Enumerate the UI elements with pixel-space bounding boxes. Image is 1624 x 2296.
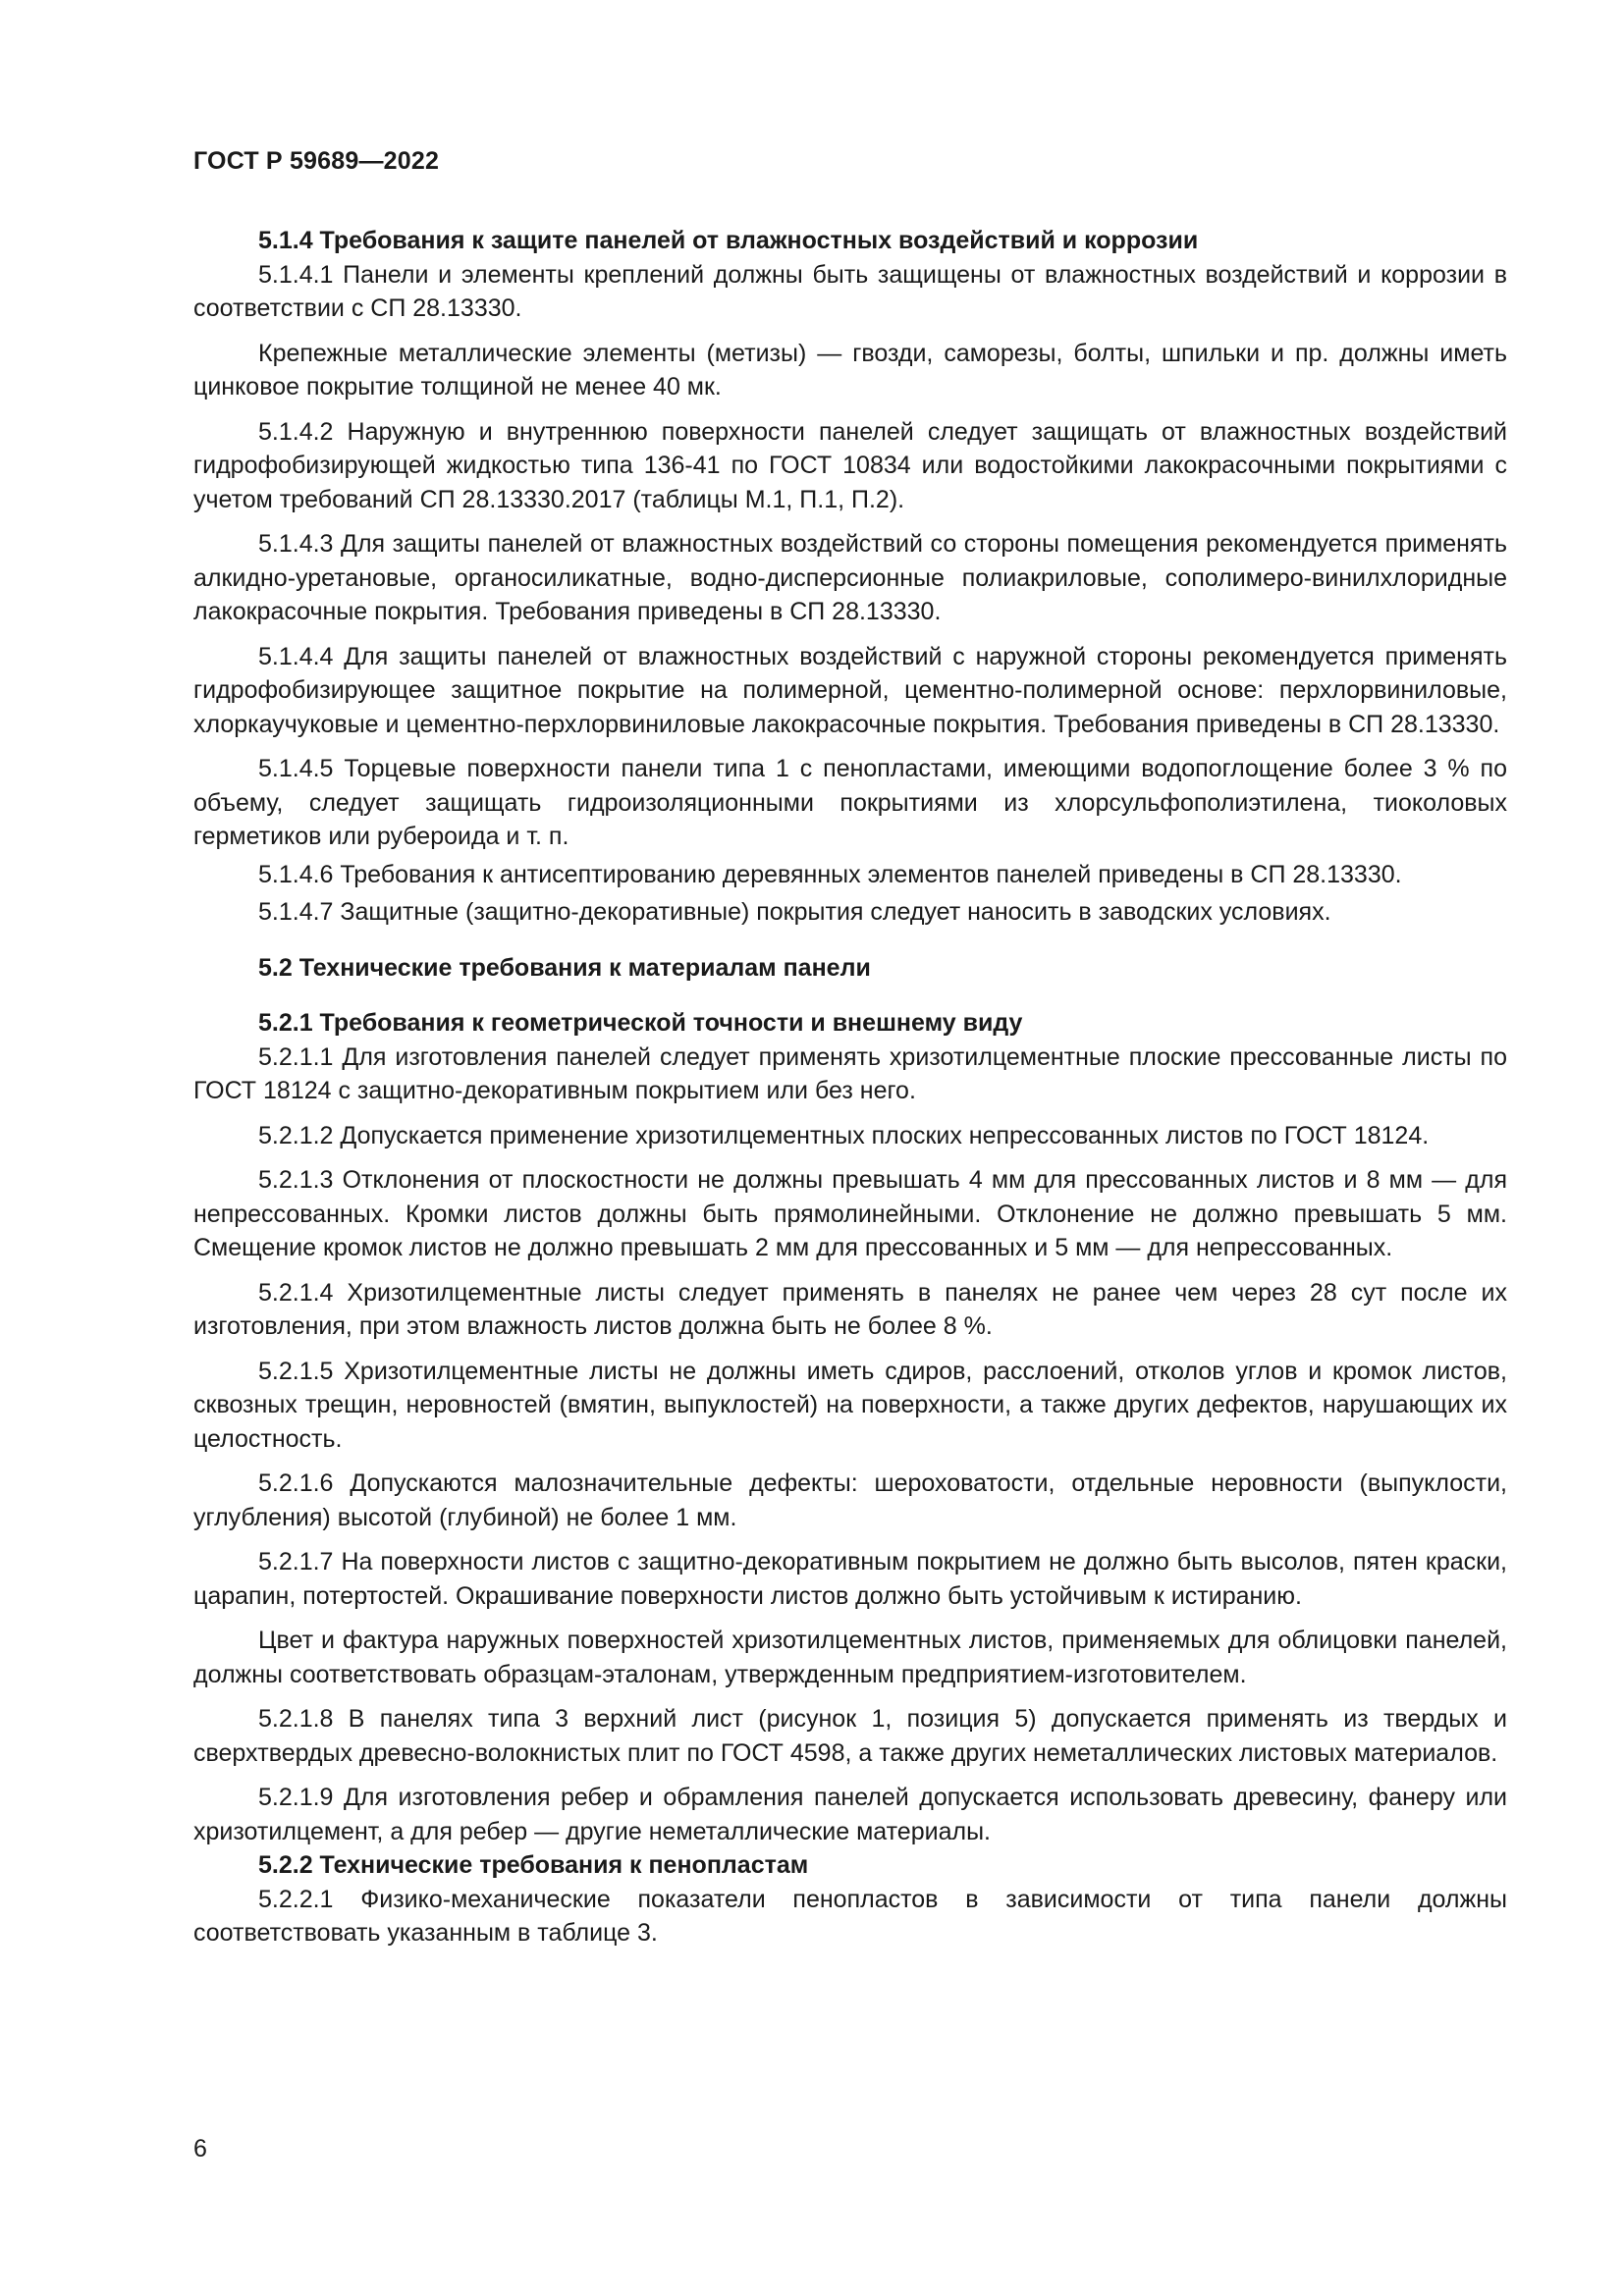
paragraph-5-1-4-6: 5.1.4.6 Требования к антисептированию деревянных элементов панелей приведены в СП 28.13330. <box>258 860 1402 888</box>
paragraph-5-2-1-5: 5.2.1.5 Хризотилцементные листы не должны иметь сдиров, расслоений, отколов углов и кромок листов, сквозных трещин, неровностей (вмятин, выпуклостей) на поверхности, а также других дефектов, нарушающих их целостность. <box>193 1357 1507 1453</box>
section-heading-5-2-1: 5.2.1 Требования к геометрической точности и внешнему виду <box>258 1009 1023 1037</box>
paragraph-5-1-4-5: 5.1.4.5 Торцевые поверхности панели типа 1 с пенопластами, имеющими водопоглощение более 3 % по объему, следует защищать гидроизоляционными покрытиями из хлорсульфополиэтилена, тиоколовых герметиков или рубероида и т. п. <box>193 755 1507 850</box>
paragraph-5-2-1-7: 5.2.1.7 На поверхности листов с защитно-декоративным покрытием не должно быть высолов, пятен краски, царапин, потертостей. Окрашивание поверхности листов должно быть устойчивым к истиранию. <box>193 1548 1507 1610</box>
paragraph-5-2-1-6: 5.2.1.6 Допускаются малозначительные дефекты: шероховатости, отдельные неровности (выпуклости, углубления) высотой (глубиной) не более 1 мм. <box>193 1469 1507 1531</box>
section-heading-5-1-4: 5.1.4 Требования к защите панелей от влажностных воздействий и коррозии <box>258 227 1199 254</box>
paragraph-color-texture: Цвет и фактура наружных поверхностей хризотилцементных листов, применяемых для облицовки панелей, должны соответствовать образцам-эталонам, утвержденным предприятием-изготовителем. <box>193 1627 1507 1688</box>
paragraph-5-2-1-4: 5.2.1.4 Хризотилцементные листы следует применять в панелях не ранее чем через 28 сут после их изготовления, при этом влажность листов должна быть не более 8 %. <box>193 1278 1507 1340</box>
paragraph-5-1-4-3: 5.1.4.3 Для защиты панелей от влажностных воздействий со стороны помещения рекомендуется применять алкидно-уретановые, органосиликатные, водно-дисперсионные полиакриловые, сополимеро-винилхлоридные лакокрасочные покрытия. Требования приведены в СП 28.13330. <box>193 530 1507 625</box>
section-heading-5-2-2: 5.2.2 Технические требования к пенопластам <box>258 1851 809 1879</box>
paragraph-5-2-1-2: 5.2.1.2 Допускается применение хризотилцементных плоских непрессованных листов по ГОСТ 18124. <box>258 1121 1430 1149</box>
paragraph-5-2-2-1: 5.2.2.1 Физико-механические показатели пенопластов в зависимости от типа панели должны соответствовать указанным в таблице 3. <box>193 1885 1507 1947</box>
paragraph-5-2-1-1: 5.2.1.1 Для изготовления панелей следует применять хризотилцементные плоские прессованные листы по ГОСТ 18124 с защитно-декоративным покрытием или без него. <box>193 1042 1507 1104</box>
section-heading-5-2: 5.2 Технические требования к материалам панели <box>258 953 871 982</box>
paragraph-5-1-4-2: 5.1.4.2 Наружную и внутреннюю поверхности панелей следует защищать от влажностных воздействий гидрофобизирующей жидкостью типа 136-41 по ГОСТ 10834 или водостойкими лакокрасочными покрытиями с учетом требований СП 28.13330.2017 (таблицы М.1, П.1, П.2). <box>193 417 1507 513</box>
paragraph-5-1-4-7: 5.1.4.7 Защитные (защитно-декоративные) покрытия следует наносить в заводских условиях. <box>258 898 1331 926</box>
paragraph-fasteners: Крепежные металлические элементы (метизы) — гвозди, саморезы, болты, шпильки и пр. должны иметь цинковое покрытие толщиной не менее 40 мк. <box>193 339 1507 400</box>
paragraph-5-2-1-9: 5.2.1.9 Для изготовления ребер и обрамления панелей допускается использовать древесину, фанеру или хризотилцемент, а для ребер — другие неметаллические материалы. <box>193 1784 1507 1845</box>
document-body <box>193 224 1507 1950</box>
paragraph-5-2-1-3: 5.2.1.3 Отклонения от плоскостности не должны превышать 4 мм для прессованных листов и 8 мм — для непрессованных. Кромки листов должны быть прямолинейными. Отклонение не должно превышать 5 мм. Смещение кромок листов не должно превышать 2 мм для прессованных и 5 мм — для непрессованных. <box>193 1166 1507 1261</box>
document-header: ГОСТ Р 59689—2022 <box>193 147 440 175</box>
paragraph-5-1-4-4: 5.1.4.4 Для защиты панелей от влажностных воздействий с наружной стороны рекомендуется применять гидрофобизирующее защитное покрытие на полимерной, цементно-полимерной основе: перхлорвиниловые, хлоркаучуковые и цементно-перхлорвиниловые лакокрасочные покрытия. Требования приведены в СП 28.13330. <box>193 642 1507 738</box>
paragraph-5-1-4-1: 5.1.4.1 Панели и элементы креплений должны быть защищены от влажностных воздействий и коррозии в соответствии с СП 28.13330. <box>193 260 1507 322</box>
paragraph-5-2-1-8: 5.2.1.8 В панелях типа 3 верхний лист (рисунок 1, позиция 5) допускается применять из твердых и сверхтвердых древесно-волокнистых плит по ГОСТ 4598, а также других неметаллических листовых материалов. <box>193 1705 1507 1767</box>
page-number: 6 <box>193 2135 207 2163</box>
